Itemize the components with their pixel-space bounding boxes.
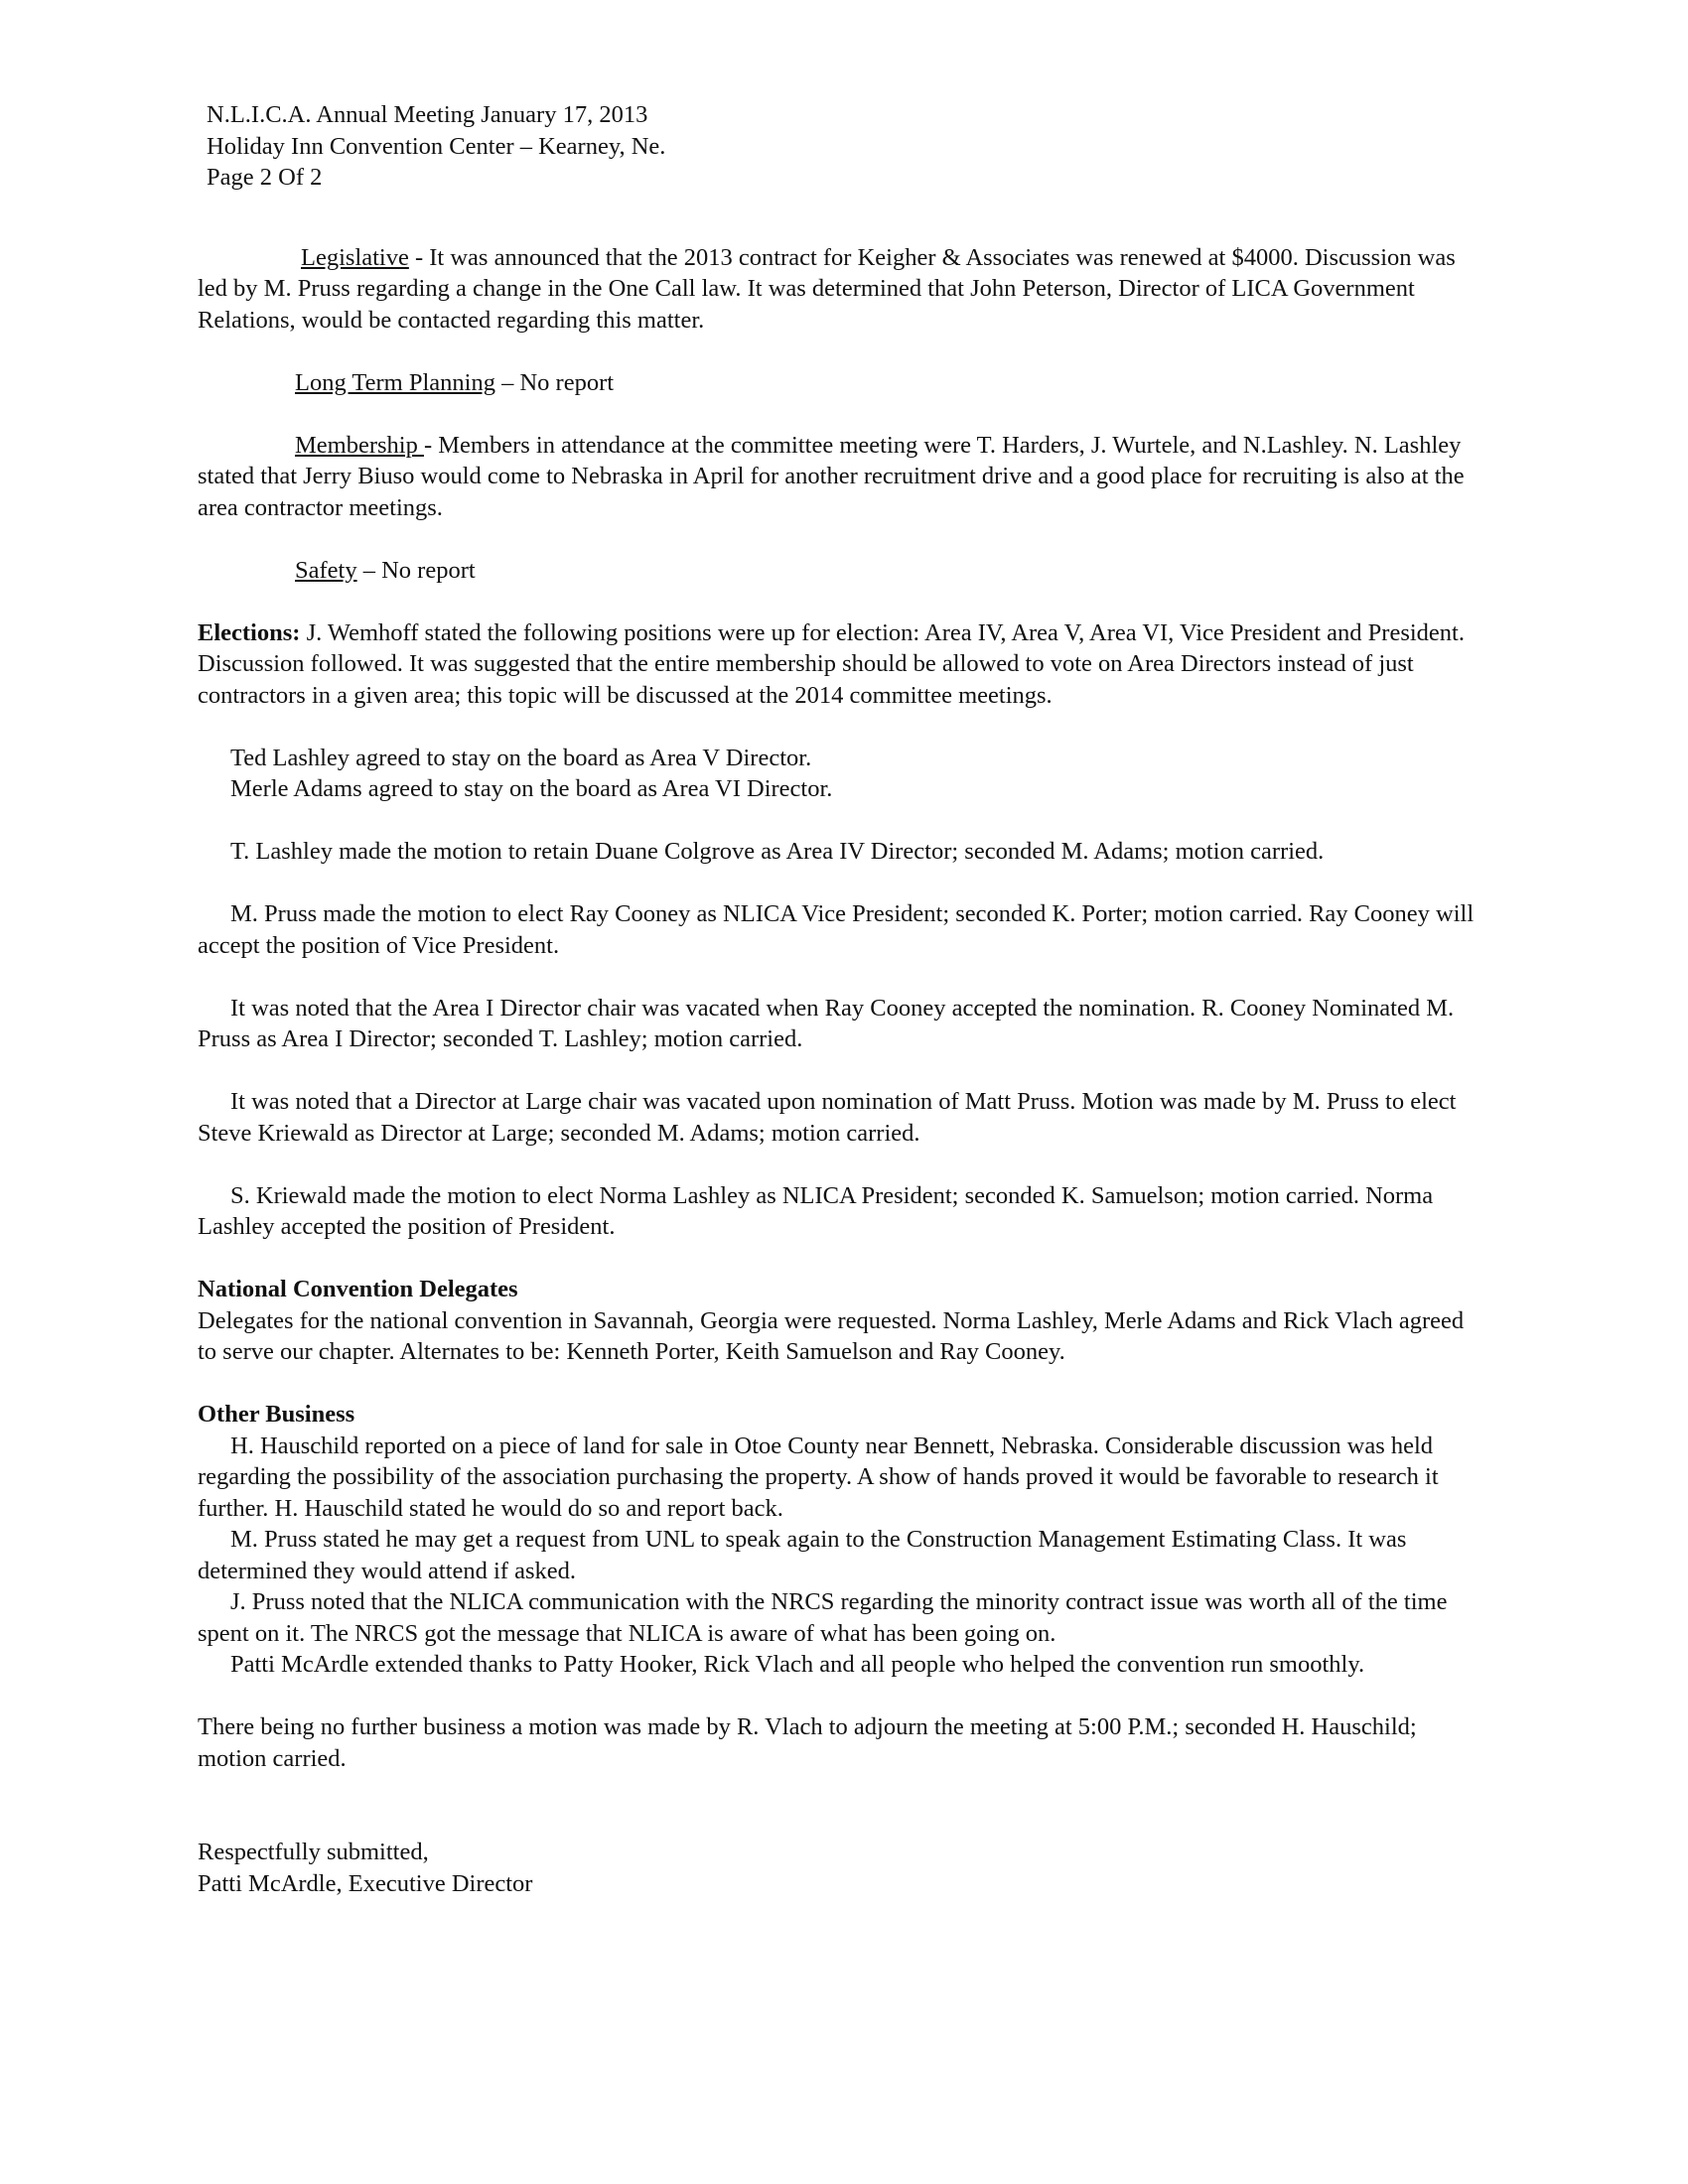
motion-president: S. Kriewald made the motion to elect Norma Lashley as NLICA President; seconded K. Samuelson; motion carried. Norma Lashley accepted the position of President. — [198, 1181, 1434, 1240]
elections-paragraph — [198, 617, 1488, 712]
membership-label: Membership — [295, 431, 424, 459]
long-term-planning-paragraph — [198, 367, 1488, 399]
signature-closing: Respectfully submitted, — [198, 1839, 429, 1865]
motion-vice-president: M. Pruss made the motion to elect Ray Cooney as NLICA Vice President; seconded K. Porter; motion carried. Ray Cooney will accept the position of Vice President. — [198, 900, 1475, 959]
other-business-section — [198, 1399, 1488, 1681]
delegates-section — [198, 1274, 1488, 1368]
stay-area-v: Ted Lashley agreed to stay on the board as Area V Director. — [230, 744, 812, 771]
document-page — [198, 99, 1488, 1899]
other-business-unl: M. Pruss stated he may get a request from UNL to speak again to the Construction Management Estimating Class. It was determined they would attend if asked. — [198, 1526, 1407, 1584]
delegates-heading: National Convention Delegates — [198, 1276, 518, 1302]
safety-paragraph — [198, 555, 1488, 587]
safety-text: – No report — [356, 556, 476, 584]
other-business-thanks: Patti McArdle extended thanks to Patty Hooker, Rick Vlach and all people who helped the convention run smoothly. — [230, 1651, 1365, 1678]
long-term-planning-text: – No report — [494, 368, 615, 396]
header-location: Holiday Inn Convention Center – Kearney, Ne. — [207, 132, 666, 160]
other-business-heading: Other Business — [198, 1401, 355, 1428]
other-business-nrcs: J. Pruss noted that the NLICA communication with the NRCS regarding the minority contract issue was worth all of the time spent on it. The NRCS got the message that NLICA is aware of what has been going on. — [198, 1588, 1448, 1647]
legislative-text: - It was announced that the 2013 contract for Keigher & Associates was renewed at $4000. Discussion was led by M. Pruss regarding a change in the One Call law. It was determined that John Peterson, Director of LICA Government Relations, would be contacted regarding this matter. — [198, 243, 1456, 334]
elections-heading: Elections: — [198, 618, 301, 646]
motion-area-iv: T. Lashley made the motion to retain Duane Colgrove as Area IV Director; seconded M. Adams; motion carried. — [230, 838, 1325, 865]
adjourn-paragraph: There being no further business a motion was made by R. Vlach to adjourn the meeting at 5:00 P.M.; seconded H. Hauschild; motion carried. — [198, 1713, 1417, 1772]
long-term-planning-label: Long Term Planning — [295, 368, 495, 396]
membership-text: - Members in attendance at the committee meeting were T. Harders, J. Wurtele, and N.Lashley. N. Lashley stated that Jerry Biuso would come to Nebraska in April for another recruitment drive and a good place for recruiting is also at the area contractor meetings. — [198, 431, 1465, 521]
document-header — [207, 99, 1488, 194]
header-meeting-title: N.L.I.C.A. Annual Meeting January 17, 2013 — [207, 101, 648, 128]
legislative-paragraph — [198, 242, 1488, 337]
signature-block — [198, 1837, 1488, 1899]
legislative-label: Legislative — [301, 243, 409, 271]
signature-name: Patti McArdle, Executive Director — [198, 1869, 533, 1897]
delegates-text: Delegates for the national convention in Savannah, Georgia were requested. Norma Lashley, Merle Adams and Rick Vlach agreed to serve our chapter. Alternates to be: Kenneth Porter, Keith Samuelson and Ray Cooney. — [198, 1306, 1465, 1365]
motion-area-i: It was noted that the Area I Director chair was vacated when Ray Cooney accepted the nomination. R. Cooney Nominated M. Pruss as Area I Director; seconded T. Lashley; motion carried. — [198, 994, 1455, 1052]
other-business-land: H. Hauschild reported on a piece of land for sale in Otoe County near Bennett, Nebraska. Considerable discussion was held regarding the possibility of the association purchasing the property. A show of hands proved it would be favorable to research it further. H. Hauschild stated he would do so and report back. — [198, 1432, 1439, 1522]
stay-area-vi: Merle Adams agreed to stay on the board as Area VI Director. — [230, 775, 833, 802]
safety-label: Safety — [295, 556, 357, 584]
directors-staying-block — [198, 743, 1488, 805]
header-page-number: Page 2 Of 2 — [207, 164, 323, 191]
membership-paragraph — [198, 430, 1488, 524]
elections-intro: J. Wemhoff stated the following positions were up for election: Area IV, Area V, Area VI, Vice President and President. Discussion followed. It was suggested that the entire membership should be allowed to vote on Area Directors instead of just contractors in a given area; this topic will be discussed at the 2014 committee meetings. — [198, 618, 1465, 709]
motion-director-at-large: It was noted that a Director at Large chair was vacated upon nomination of Matt Pruss. Motion was made by M. Pruss to elect Steve Kriewald as Director at Large; seconded M. Adams; motion carried. — [198, 1088, 1457, 1147]
